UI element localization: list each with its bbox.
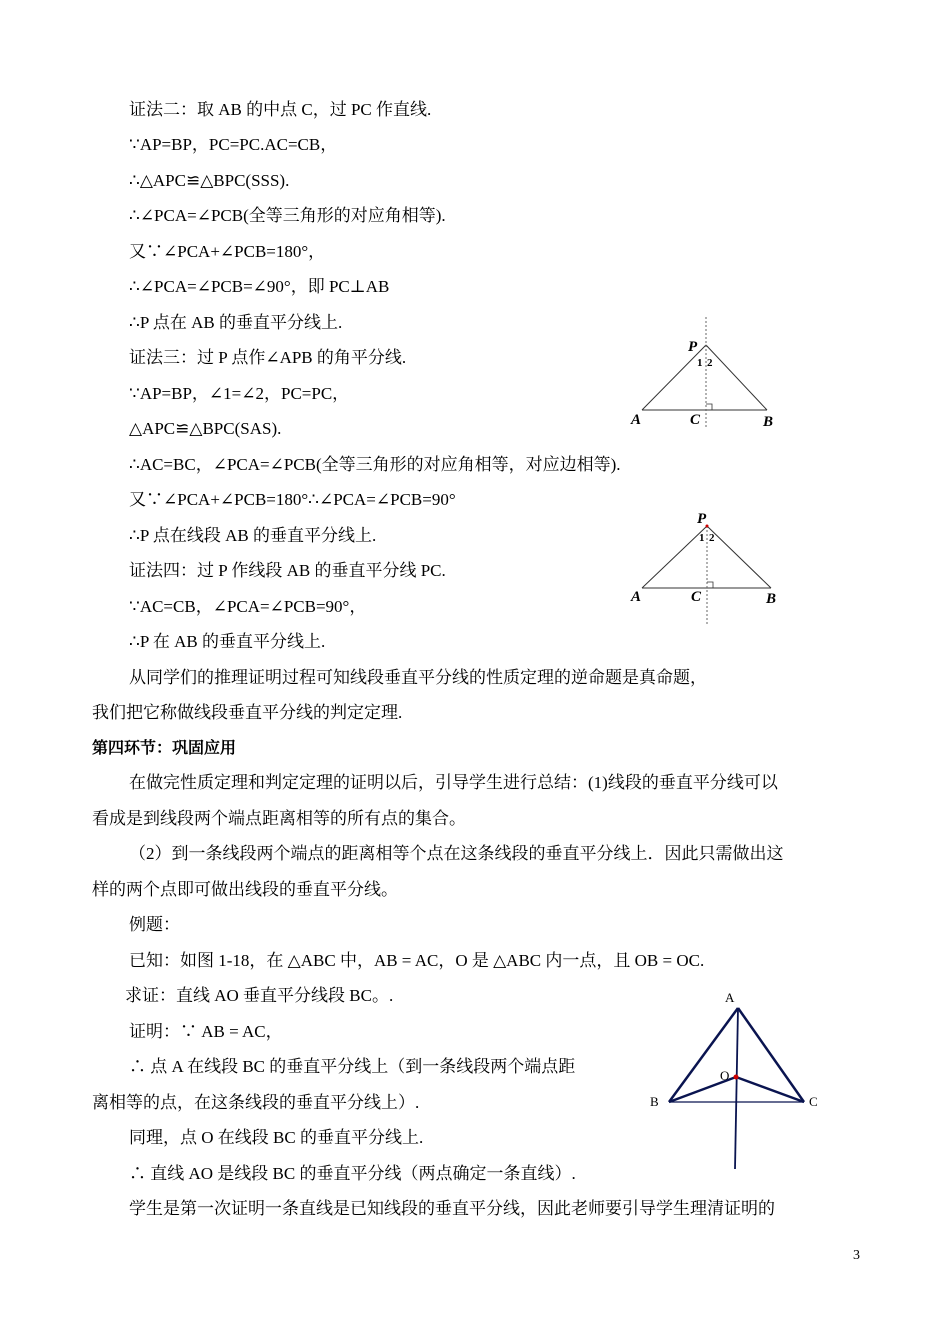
text-line: 从同学们的推理证明过程可知线段垂直平分线的性质定理的逆命题是真命题，	[129, 668, 707, 687]
text-line: （2）到一条线段两个端点的距离相等个点在这条线段的垂直平分线上．因此只需做出这	[129, 844, 784, 863]
figure-triangle-apb-2	[620, 495, 790, 630]
text-line: 证法二：取 AB 的中点 C，过 PC 作直线.	[129, 100, 432, 119]
text-line: 在做完性质定理和判定定理的证明以后，引导学生进行总结：(1)线段的垂直平分线可以	[129, 773, 778, 792]
label-b: B	[763, 414, 774, 430]
label-angle-2: 2	[707, 357, 713, 369]
text-line: 求证：直线 AO 垂直平分线段 BC。.	[125, 986, 394, 1005]
label-angle-1: 1	[699, 532, 705, 544]
text-line: ∵AP=BP，PC=PC.AC=CB，	[129, 135, 338, 154]
text-line: ∴△APC≌△BPC(SSS).	[129, 171, 290, 190]
text-line: 已知：如图 1-18，在 △ABC 中，AB = AC，O 是 △ABC 内一点，且 OB = OC.	[129, 951, 705, 970]
right-angle-mark	[706, 404, 712, 410]
text-line: 例题：	[129, 915, 180, 934]
label-angle-1: 1	[697, 357, 703, 369]
text-line: 同理，点 O 在线段 BC 的垂直平分线上.	[129, 1128, 424, 1147]
text-line: 学生是第一次证明一条直线是已知线段的垂直平分线，因此老师要引导学生理清证明的	[129, 1199, 775, 1218]
text-line: 离相等的点，在这条线段的垂直平分线上）.	[92, 1093, 420, 1112]
right-angle-mark	[707, 582, 713, 588]
section-heading: 第四环节：巩固应用	[92, 738, 237, 757]
line-ao	[735, 1008, 738, 1169]
label-a: A	[631, 589, 642, 605]
text-line: ∴AC=BC，∠PCA=∠PCB(全等三角形的对应角相等，对应边相等).	[129, 455, 621, 474]
text-line: 证法三：过 P 点作∠APB 的角平分线.	[129, 348, 407, 367]
label-o: O	[720, 1068, 730, 1083]
text-line: ∴ 点 A 在线段 BC 的垂直平分线上（到一条线段两个端点距	[129, 1057, 576, 1076]
label-c: C	[691, 589, 702, 605]
label-a: A	[725, 990, 735, 1005]
label-a: A	[631, 412, 642, 428]
segment-pb	[707, 526, 771, 588]
label-c: C	[809, 1094, 818, 1109]
text-line: 看成是到线段两个端点距离相等的所有点的集合。	[92, 809, 466, 828]
segment-ac	[738, 1008, 804, 1102]
label-b: B	[650, 1094, 659, 1109]
segment-pa	[642, 526, 707, 588]
text-line: ∵AP=BP，∠1=∠2，PC=PC，	[129, 384, 350, 403]
text-line: 证明：∵ AB = AC，	[129, 1022, 283, 1041]
text-line: ∴P 点在线段 AB 的垂直平分线上.	[129, 526, 377, 545]
label-b: B	[766, 591, 777, 607]
text-line: 证法四：过 P 作线段 AB 的垂直平分线 PC.	[129, 561, 446, 580]
figure-triangle-apb-1	[620, 315, 790, 435]
text-line: 样的两个点即可做出线段的垂直平分线。	[92, 880, 398, 899]
text-line: ∴ 直线 AO 是线段 BC 的垂直平分线（两点确定一条直线）.	[129, 1164, 576, 1183]
text-line: △APC≌△BPC(SAS).	[129, 419, 282, 438]
label-p: P	[688, 339, 698, 355]
text-line: 又∵∠PCA+∠PCB=180°∴∠PCA=∠PCB=90°	[129, 490, 456, 509]
text-line: ∴∠PCA=∠PCB(全等三角形的对应角相等).	[129, 206, 446, 225]
page-number: 3	[853, 1248, 860, 1263]
point-o-dot	[734, 1075, 739, 1080]
label-c: C	[690, 412, 701, 428]
text-line: ∴∠PCA=∠PCB=∠90°，即 PC⊥AB	[129, 277, 390, 296]
label-angle-2: 2	[709, 532, 715, 544]
label-p: P	[697, 511, 707, 527]
text-line: 又∵∠PCA+∠PCB=180°，	[129, 242, 326, 261]
figure-triangle-abc	[645, 985, 835, 1175]
text-line: 我们把它称做线段垂直平分线的判定定理.	[92, 703, 403, 722]
text-line: ∴P 在 AB 的垂直平分线上.	[129, 632, 326, 651]
text-line: ∵AC=CB，∠PCA=∠PCB=90°，	[129, 597, 367, 616]
segment-pb	[706, 345, 767, 410]
text-line: ∴P 点在 AB 的垂直平分线上.	[129, 313, 343, 332]
